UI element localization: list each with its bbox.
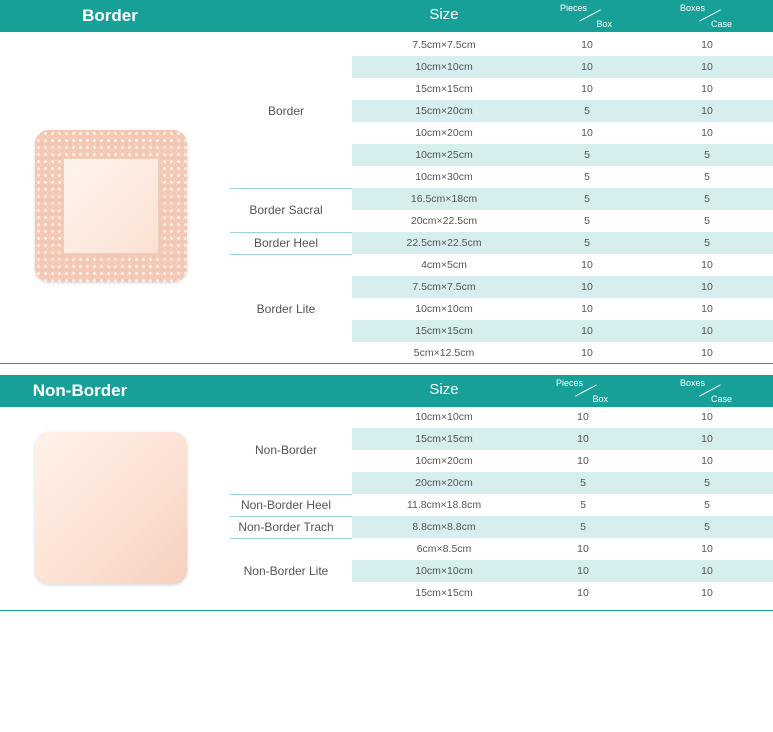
size-cell: 10cm×20cm: [415, 127, 473, 139]
size-cell: 16.5cm×18cm: [410, 193, 478, 205]
boxes-per-case-cell: 10: [701, 325, 713, 337]
table-row: [352, 144, 773, 166]
table-row: [352, 298, 773, 320]
pieces-per-box-cell: 10: [577, 565, 589, 577]
pieces-per-box-cell: 5: [584, 215, 590, 227]
group-label: [230, 494, 352, 516]
border-header: [0, 0, 773, 32]
pieces-per-box-cell: 10: [581, 127, 593, 139]
size-cell: 10cm×10cm: [415, 411, 473, 423]
boxes-per-case-cell: 10: [701, 565, 713, 577]
size-cell: 5cm×12.5cm: [413, 347, 475, 359]
boxes-per-case-header: [676, 3, 736, 29]
size-cell: 15cm×15cm: [415, 433, 473, 445]
table-row: [352, 450, 773, 472]
pieces-per-box-cell: 10: [577, 587, 589, 599]
size-cell: 4cm×5cm: [421, 259, 467, 271]
table-row: [352, 232, 773, 254]
pieces-per-box-cell: 10: [581, 347, 593, 359]
pieces-per-box-cell: 5: [580, 499, 586, 511]
group-name: Border: [267, 104, 305, 118]
pieces-per-box-cell: 10: [581, 303, 593, 315]
table-row: [352, 210, 773, 232]
non-border-dressing-image: [35, 432, 187, 584]
size-cell: 15cm×15cm: [415, 325, 473, 337]
boxes-per-case-cell: 10: [701, 61, 713, 73]
group-label: [230, 232, 352, 254]
group-label: [230, 538, 352, 604]
size-cell: 15cm×15cm: [415, 83, 473, 95]
boxes-per-case-cell: 5: [704, 215, 710, 227]
group-label: [230, 188, 352, 232]
border-title: Border: [82, 6, 138, 25]
boxes-per-case-cell: 10: [701, 543, 713, 555]
table-row: [352, 34, 773, 56]
box-label: Box: [596, 19, 612, 29]
boxes-per-case-cell: 5: [704, 193, 710, 205]
boxes-per-case-cell: 10: [701, 411, 713, 423]
boxes-per-case-cell: 10: [701, 39, 713, 51]
pieces-per-box-cell: 10: [577, 433, 589, 445]
pieces-per-box-cell: 10: [581, 259, 593, 271]
group-name: Non-Border Heel: [240, 498, 332, 512]
boxes-label: Boxes: [680, 378, 706, 388]
boxes-per-case-cell: 5: [704, 477, 710, 489]
border-section: [0, 0, 773, 364]
pieces-per-box-cell: 10: [581, 83, 593, 95]
non-border-title: Non-Border: [32, 381, 128, 400]
boxes-per-case-cell: 10: [701, 105, 713, 117]
pieces-per-box-cell: 10: [581, 281, 593, 293]
pieces-per-box-cell: 10: [577, 455, 589, 467]
boxes-per-case-cell: 10: [701, 587, 713, 599]
boxes-per-case-cell: 5: [704, 237, 710, 249]
pieces-per-box-cell: 5: [584, 171, 590, 183]
dressing-pad-center: [63, 158, 159, 254]
pieces-label: Pieces: [556, 378, 584, 388]
table-row: [352, 406, 773, 428]
boxes-label: Boxes: [680, 3, 706, 13]
table-row: [352, 254, 773, 276]
table-row: [352, 276, 773, 298]
pieces-per-box-cell: 5: [584, 105, 590, 117]
section-divider: [0, 363, 773, 364]
group-label: [230, 34, 352, 188]
pieces-per-box-cell: 5: [580, 477, 586, 489]
pieces-label: Pieces: [560, 3, 588, 13]
boxes-per-case-cell: 5: [704, 499, 710, 511]
table-row: [352, 56, 773, 78]
boxes-per-case-header: [676, 378, 736, 404]
size-cell: 10cm×10cm: [415, 61, 473, 73]
non-border-header: [0, 375, 773, 407]
size-cell: 7.5cm×7.5cm: [412, 281, 476, 293]
table-row: [352, 472, 773, 494]
group-name: Border Heel: [253, 236, 319, 250]
pieces-per-box-header: [556, 3, 616, 29]
boxes-per-case-cell: 10: [701, 83, 713, 95]
size-cell: 15cm×20cm: [415, 105, 473, 117]
size-cell: 20cm×20cm: [415, 477, 473, 489]
size-header: Size: [429, 381, 459, 398]
pieces-per-box-cell: 10: [581, 39, 593, 51]
size-cell: 22.5cm×22.5cm: [406, 237, 482, 249]
table-row: [352, 494, 773, 516]
table-row: [352, 320, 773, 342]
boxes-per-case-cell: 10: [701, 347, 713, 359]
size-cell: 10cm×30cm: [415, 171, 473, 183]
border-dressing-image: [35, 130, 187, 282]
size-cell: 6cm×8.5cm: [416, 543, 472, 555]
size-cell: 15cm×15cm: [415, 587, 473, 599]
group-name: Border Lite: [256, 302, 316, 316]
table-row: [352, 188, 773, 210]
table-row: [352, 538, 773, 560]
pieces-per-box-cell: 10: [577, 411, 589, 423]
boxes-per-case-cell: 5: [704, 171, 710, 183]
group-name: Border Sacral: [249, 203, 323, 217]
group-label: [230, 516, 352, 538]
table-row: [352, 166, 773, 188]
table-row: [352, 342, 773, 364]
table-row: [352, 582, 773, 604]
boxes-per-case-cell: 10: [701, 127, 713, 139]
box-label: Box: [592, 394, 608, 404]
boxes-per-case-cell: 10: [701, 259, 713, 271]
size-cell: 7.5cm×7.5cm: [412, 39, 476, 51]
case-label: Case: [710, 394, 732, 404]
group-name: Non-Border Trach: [238, 520, 334, 534]
pieces-per-box-cell: 10: [581, 325, 593, 337]
pieces-per-box-cell: 5: [584, 149, 590, 161]
pieces-per-box-cell: 5: [584, 237, 590, 249]
section-divider: [0, 610, 773, 611]
boxes-per-case-cell: 10: [701, 433, 713, 445]
pieces-per-box-cell: 5: [580, 521, 586, 533]
table-row: [352, 78, 773, 100]
boxes-per-case-cell: 5: [704, 521, 710, 533]
pieces-per-box-cell: 5: [584, 193, 590, 205]
table-row: [352, 428, 773, 450]
group-label: [230, 254, 352, 364]
table-row: [352, 100, 773, 122]
pieces-per-box-cell: 10: [577, 543, 589, 555]
size-cell: 10cm×10cm: [415, 565, 473, 577]
table-row: [352, 122, 773, 144]
pieces-per-box-header: [552, 378, 612, 404]
group-label: [230, 406, 352, 494]
table-row: [352, 516, 773, 538]
size-header: Size: [429, 6, 459, 23]
boxes-per-case-cell: 10: [701, 281, 713, 293]
group-name: Non-Border Lite: [243, 564, 329, 578]
case-label: Case: [710, 19, 732, 29]
boxes-per-case-cell: 10: [701, 303, 713, 315]
size-cell: 10cm×10cm: [415, 303, 473, 315]
group-name: Non-Border: [254, 443, 318, 457]
size-cell: 20cm×22.5cm: [410, 215, 478, 227]
size-cell: 11.8cm×18.8cm: [406, 499, 482, 511]
size-cell: 10cm×20cm: [415, 455, 473, 467]
boxes-per-case-cell: 10: [701, 455, 713, 467]
boxes-per-case-cell: 5: [704, 149, 710, 161]
pieces-per-box-cell: 10: [581, 61, 593, 73]
size-cell: 10cm×25cm: [415, 149, 473, 161]
size-cell: 8.8cm×8.8cm: [412, 521, 476, 533]
table-row: [352, 560, 773, 582]
